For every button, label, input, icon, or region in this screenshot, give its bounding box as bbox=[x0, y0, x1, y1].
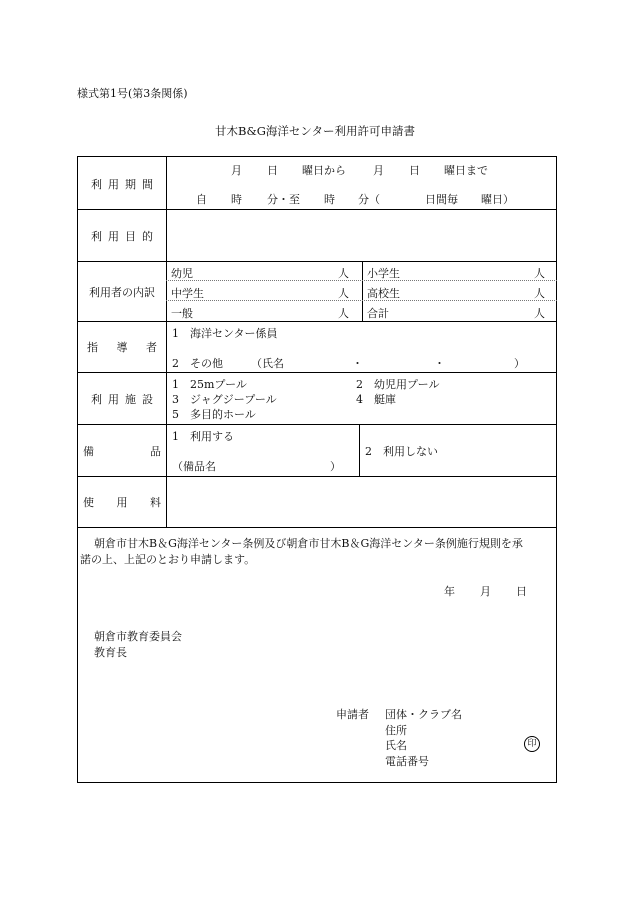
instructor-name-open: （氏名 bbox=[251, 357, 284, 370]
addressee-title: 教育長 bbox=[94, 646, 127, 659]
form-id: 様式第1号(第3条関係) bbox=[77, 87, 188, 100]
users-dotted-line bbox=[166, 280, 557, 281]
users-unit: 人 bbox=[534, 287, 545, 300]
users-unit: 人 bbox=[338, 307, 349, 320]
instructor-label: 指 導 者 bbox=[87, 341, 157, 354]
users-unit: 人 bbox=[534, 307, 545, 320]
facility-boathouse: 4 艇庫 bbox=[356, 393, 396, 406]
period-label: 利 用 期 間 bbox=[91, 178, 153, 191]
applicant-name: 氏名 bbox=[385, 739, 407, 752]
row-line bbox=[77, 424, 557, 425]
form-title: 甘木B&G海洋センター利用許可申請書 bbox=[215, 124, 415, 138]
facility-jacuzzi: 3 ジャグジープール bbox=[172, 393, 277, 406]
form-table bbox=[77, 156, 557, 783]
users-general: 一般 bbox=[171, 307, 193, 320]
period-hour-to: 時 bbox=[324, 193, 335, 206]
equipment-name-open: （備品名 bbox=[172, 460, 216, 473]
period-interval: 日間毎 bbox=[425, 193, 458, 206]
facility-hall: 5 多目的ホール bbox=[172, 408, 256, 421]
period-day-from: 日 bbox=[267, 164, 278, 177]
applicant-group-name: 団体・クラブ名 bbox=[385, 708, 462, 721]
applicant-label: 申請者 bbox=[336, 708, 369, 721]
applicant-phone: 電話番号 bbox=[385, 755, 429, 768]
declaration-line-2: 諾の上、上記のとおり申請します。 bbox=[80, 553, 256, 566]
row-line bbox=[77, 321, 557, 322]
facilities-label: 利 用 施 設 bbox=[91, 393, 153, 406]
applicant-address: 住所 bbox=[385, 724, 407, 737]
date-year: 年 bbox=[444, 585, 455, 598]
equipment-divider bbox=[359, 424, 360, 476]
users-total: 合計 bbox=[367, 307, 389, 320]
users-infant: 幼児 bbox=[171, 267, 193, 280]
seal-mark: 印 bbox=[524, 736, 540, 752]
users-unit: 人 bbox=[534, 267, 545, 280]
period-minute-to: 分（ bbox=[358, 193, 380, 206]
period-month-from: 月 bbox=[231, 164, 242, 177]
date-month: 月 bbox=[480, 585, 491, 598]
users-unit: 人 bbox=[338, 287, 349, 300]
row-line bbox=[77, 476, 557, 477]
instructor-dot: ・ bbox=[352, 357, 363, 370]
purpose-label: 利 用 目 的 bbox=[91, 230, 153, 243]
users-unit: 人 bbox=[338, 267, 349, 280]
users-junior-high: 中学生 bbox=[171, 287, 204, 300]
period-hour-from: 時 bbox=[231, 193, 242, 206]
label-char: 利 bbox=[91, 178, 102, 191]
addressee-org: 朝倉市教育委員会 bbox=[94, 630, 182, 643]
equipment-name-close: ） bbox=[330, 460, 341, 473]
period-weekday: 曜日） bbox=[481, 193, 514, 206]
equipment-option-use: 1 利用する bbox=[172, 430, 234, 443]
users-label: 利用者の内訳 bbox=[89, 286, 155, 299]
date-day: 日 bbox=[516, 585, 527, 598]
users-dotted-line bbox=[166, 300, 557, 301]
users-elementary: 小学生 bbox=[367, 267, 400, 280]
row-line bbox=[77, 209, 557, 210]
period-day-to: 日 bbox=[409, 164, 420, 177]
users-high-school: 高校生 bbox=[367, 287, 400, 300]
row-line bbox=[77, 261, 557, 262]
equipment-label: 備 品 bbox=[83, 445, 161, 458]
period-month-to: 月 bbox=[373, 164, 384, 177]
instructor-option-other: 2 その他 bbox=[172, 357, 223, 370]
row-line bbox=[77, 527, 557, 528]
declaration-line-1: 朝倉市甘木B＆G海洋センター条例及び朝倉市甘木B＆G海洋センター条例施行規則を承 bbox=[94, 537, 523, 550]
instructor-close: ） bbox=[514, 357, 525, 370]
users-divider bbox=[362, 261, 363, 321]
instructor-dot: ・ bbox=[434, 357, 445, 370]
facility-pool-25m: 1 25mプール bbox=[172, 378, 247, 391]
period-weekday-to: 曜日まで bbox=[444, 164, 488, 177]
row-line bbox=[77, 372, 557, 373]
equipment-option-no-use: 2 利用しない bbox=[365, 445, 438, 458]
fee-label: 使 用 料 bbox=[83, 496, 161, 509]
facility-kids-pool: 2 幼児用プール bbox=[356, 378, 440, 391]
period-weekday-from: 曜日から bbox=[302, 164, 346, 177]
period-minute-to-sep: 分・至 bbox=[267, 193, 300, 206]
period-from: 自 bbox=[196, 193, 207, 206]
instructor-option-staff: 1 海洋センター係員 bbox=[172, 327, 278, 340]
